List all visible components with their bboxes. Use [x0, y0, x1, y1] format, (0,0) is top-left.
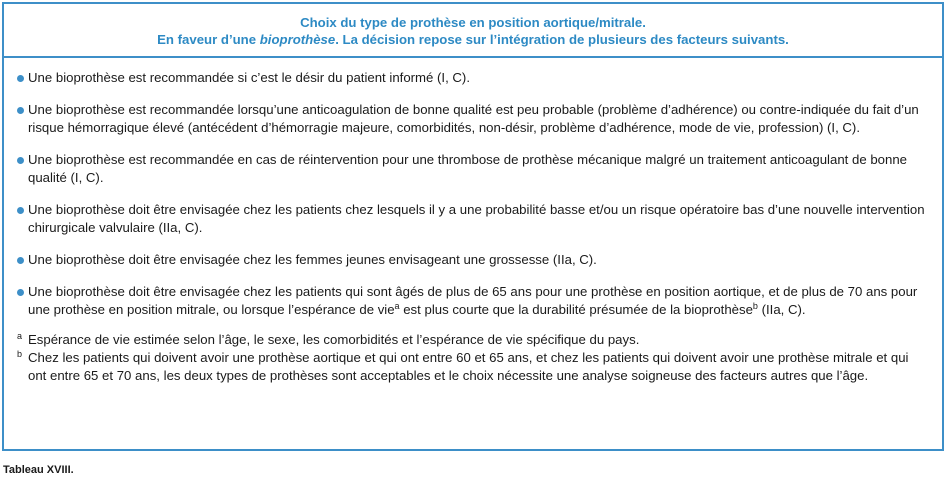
list-item-text-part3: (IIa, C).: [757, 302, 806, 317]
table-content: [4, 58, 942, 385]
list-item-text-part2: est plus courte que la durabilité présumée de la bioprothèse: [399, 302, 753, 317]
list-item-text: [28, 284, 917, 317]
footnotes: [17, 331, 928, 385]
footnote-mark: a: [17, 331, 23, 341]
footnote-text: Espérance de vie estimée selon l’âge, le sexe, les comorbidités et l’espérance de vie spécifique du pays.: [28, 332, 640, 347]
header-title: Choix du type de prothèse en position aortique/mitrale.: [300, 15, 646, 30]
list-item-text-part1: Une bioprothèse doit être envisagée chez les patients qui sont âgés de plus de 65 ans pour une prothèse en position aortique, et de plus de 70 ans pour une prothèse en position mitrale, ou lorsque l’espérance de vie: [28, 284, 918, 317]
bullet-dot-icon: [17, 289, 24, 296]
footnote-ref-a: a: [394, 301, 400, 311]
header-subtitle-italic: bioprothèse: [259, 32, 336, 47]
list-item: [17, 283, 928, 319]
list-item: [17, 101, 928, 137]
footnote-mark: b: [17, 349, 23, 359]
list-item-text: Une bioprothèse est recommandée en cas de réintervention pour une thrombose de prothèse mécanique malgré un traitement anticoagulant de bonne qualité (I, C).: [28, 152, 907, 185]
bullet-dot-icon: [17, 107, 24, 114]
footnote: [17, 349, 928, 385]
table-header: [4, 4, 942, 58]
bullet-dot-icon: [17, 75, 24, 82]
header-subtitle-suffix: . La décision repose sur l’intégration de plusieurs des facteurs suivants.: [335, 32, 789, 47]
list-item-text: Une bioprothèse doit être envisagée chez les femmes jeunes envisageant une grossesse (IIa, C).: [28, 252, 597, 267]
footnote-text: Chez les patients qui doivent avoir une prothèse aortique et qui ont entre 60 et 65 ans, et chez les patients qui doivent avoir une prothèse mitrale et qui ont entre 65 et 70 ans, les deux types de prothèses sont acceptables et le choix nécessite une analyse soigneuse des facteurs autres que l’âge.: [28, 350, 909, 383]
bullet-dot-icon: [17, 257, 24, 264]
bullet-dot-icon: [17, 157, 24, 164]
list-item: [17, 201, 928, 237]
list-item: [17, 151, 928, 187]
recommendation-table: [2, 2, 944, 451]
list-item-text: Une bioprothèse est recommandée si c’est le désir du patient informé (I, C).: [28, 70, 470, 85]
list-item-text: Une bioprothèse doit être envisagée chez les patients chez lesquels il y a une probabilité basse et/ou un risque opératoire bas d’une nouvelle intervention chirurgicale valvulaire (IIa, C).: [28, 202, 925, 235]
header-subtitle-prefix: En faveur d’une: [157, 32, 260, 47]
header-subtitle: [4, 31, 942, 48]
list-item: [17, 69, 928, 87]
list-item-text: Une bioprothèse est recommandée lorsqu’une anticoagulation de bonne qualité est peu probable (problème d’adhérence) ou contre-indiquée du fait d’un risque hémorragique élevé (antécédent d’hémorragie majeure, comorbidités, non-désir, problème d’adhérence, mode de vie, profession) (I, C).: [28, 102, 919, 135]
footnote: [17, 331, 928, 349]
list-item: [17, 251, 928, 269]
bullet-dot-icon: [17, 207, 24, 214]
footnote-ref-b: b: [752, 301, 758, 311]
table-caption: Tableau XVIII.: [3, 464, 74, 476]
